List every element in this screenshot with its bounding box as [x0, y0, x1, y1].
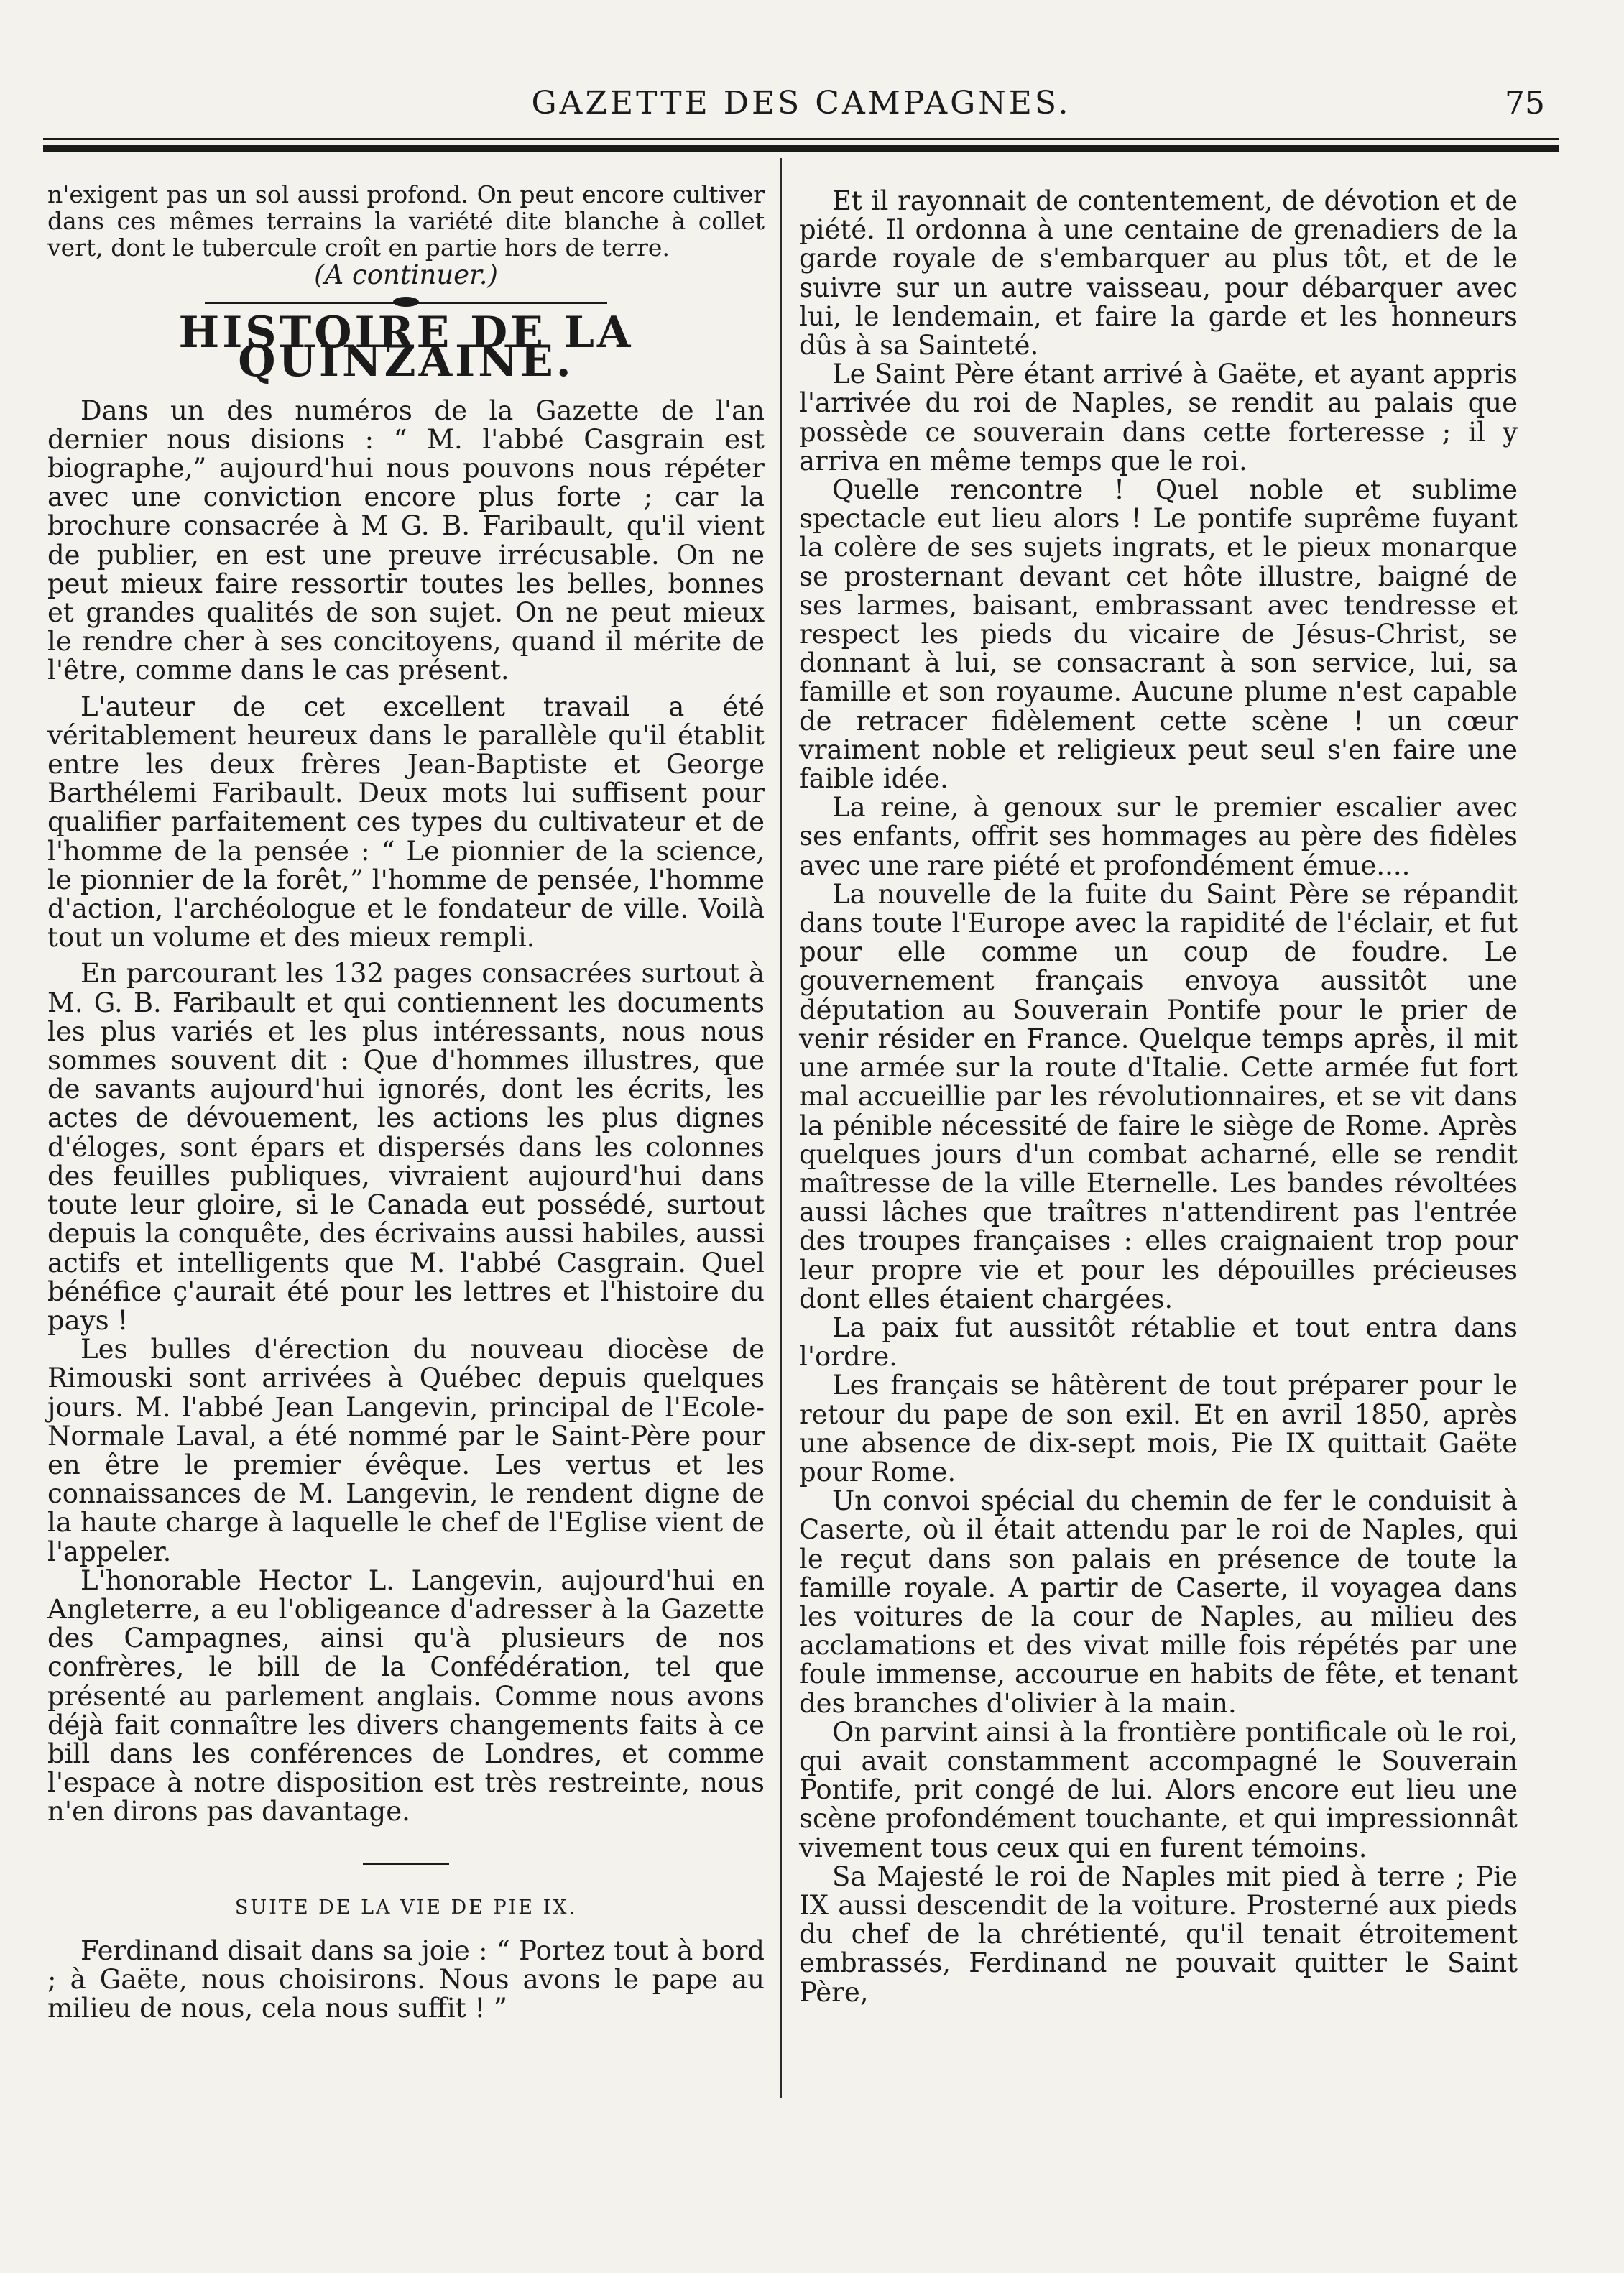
sub-title: SUITE DE LA VIE DE PIE IX. — [234, 1896, 578, 1919]
header-rule-thin — [43, 138, 1559, 140]
left-column — [47, 180, 765, 2024]
article-paragraph: L'honorable Hector L. Langevin, aujourd'hui en Angleterre, a eu l'obligeance d'adresser à la Gazette des Campagnes, ainsi qu'à plusieurs de nos confrères, le bill de la Confédération, tel que présenté au parlement anglais. Comme nous avons déjà fait connaître les divers changements faits à ce bill dans les conférences de Londres, et comme l'espace à notre disposition est très restreinte, nous n'en dirons pas davantage. — [47, 1564, 765, 1827]
article-paragraph: Dans un des numéros de la Gazette de l'an dernier nous disions : “ M. l'abbé Casgrain est biographe,” aujourd'hui nous pouvons nous répéter avec une conviction encore plus forte ; car la brochure consacrée à M G. B. Faribault, qu'il vient de publier, en est une preuve irrécusable. On ne peut mieux faire ressortir toutes les belles, bonnes et grandes qualités de son sujet. On ne peut mieux le rendre cher à ses concitoyens, quand il mérite de l'être, comme dans le cas présent. — [47, 395, 765, 686]
running-title: GAZETTE DES CAMPAGNES. — [531, 85, 1071, 121]
lead-paragraph: n'exigent pas un sol aussi profond. On peut encore cultiver dans ces mêmes terrains la variété dite blanche à collet vert, dont le tubercule croît en partie hors de terre. — [47, 180, 765, 262]
article-paragraph: On parvint ainsi à la frontière pontificale où le roi, qui avait constamment accompagné le Souverain Pontife, prit congé de lui. Alors encore eut lieu une scène profondément touchante, et qui impressionnât vivement tous ceux qui en furent témoins. — [799, 1716, 1518, 1863]
continue-note: (A continuer.) — [314, 259, 498, 290]
page-number: 75 — [1505, 85, 1545, 121]
ornament-divider — [205, 297, 607, 308]
article-paragraph: Les français se hâtèrent de tout préparer pour le retour du pape de son exil. Et en avril 1850, après une absence de dix-sept mois, Pie IX quittait Gaëte pour Rome. — [799, 1370, 1518, 1488]
page-header — [43, 76, 1559, 126]
article-paragraph: Un convoi spécial du chemin de fer le conduisit à Caserte, où il était attendu par le roi de Naples, qui le reçut dans son palais en présence de toute la famille royale. A partir de Caserte, il voyagea dans les voitures de la cour de Naples, au milieu des acclamations et des vivat mille fois répétés par une foule immense, accourue en habits de fête, et tenant des branches d'olivier à la main. — [799, 1485, 1518, 1719]
right-column — [799, 187, 1518, 2007]
short-divider — [363, 1863, 449, 1865]
header-rule-thick — [43, 145, 1559, 152]
article-paragraph: Le Saint Père étant arrivé à Gaëte, et ayant appris l'arrivée du roi de Naples, se rendit au palais que possède ce souverain dans cette forteresse ; il y arriva en même temps que le roi. — [799, 359, 1518, 476]
article-paragraph: Sa Majesté le roi de Naples mit pied à terre ; Pie IX aussi descendit de la voiture. Prosterné aux pieds du chef de la chrétienté, qu'il tenait étroitement embrassés, Ferdinand ne pouvait quitter le Saint Père, — [799, 1861, 1518, 2008]
article-paragraph: Ferdinand disait dans sa joie : “ Portez tout à bord ; à Gaëte, nous choisirons. Nous avons le pape au milieu de nous, cela nous suffit ! ” — [47, 1935, 765, 2024]
section-title: HISTOIRE DE LA QUINZAINE. — [178, 308, 634, 387]
column-divider — [780, 158, 782, 2098]
article-paragraph: En parcourant les 132 pages consacrées surtout à M. G. B. Faribault et qui contiennent les documents les plus variés et les plus intéressants, nous nous sommes souvent dit : Que d'hommes illustres, que de savants aujourd'hui ignorés, dont les écrits, les actes de dévouement, les actions les plus dignes d'éloges, sont épars et dispersés dans les colonnes des feuilles publiques, vivraient aujourd'hui dans toute leur gloire, si le Canada eut possédé, surtout depuis la conquête, des écrivains aussi habiles, aussi actifs et intelligents que M. l'abbé Casgrain. Quel bénéfice ç'aurait été pour les lettres et l'histoire du pays ! — [47, 958, 765, 1336]
article-paragraph: L'auteur de cet excellent travail a été véritablement heureux dans le parallèle qu'il établit entre les deux frères Jean-Baptiste et George Barthélemi Faribault. Deux mots lui suffisent pour qualifier parfaitement ces types du cultivateur et de l'homme de la pensée : “ Le pionnier de la science, le pionnier de la forêt,” l'homme de pensée, l'homme d'action, l'archéologue et le fondateur de ville. Voilà tout un volume et des mieux rempli. — [47, 691, 765, 954]
article-paragraph: Et il rayonnait de contentement, de dévotion et de piété. Il ordonna à une centaine de grenadiers de la garde royale de s'embarquer au plus tôt, et de le suivre sur un autre vaisseau, pour débarquer avec lui, le lendemain, et faire la garde et les honneurs dûs à sa Sainteté. — [799, 185, 1518, 361]
article-paragraph: La paix fut aussitôt rétablie et tout entra dans l'ordre. — [799, 1311, 1518, 1373]
article-paragraph: Quelle rencontre ! Quel noble et sublime spectacle eut lieu alors ! Le pontife suprême fuyant la colère de ses sujets ingrats, et le pieux monarque se prosternant devant cet hôte illustre, baigné de ses larmes, baisant, embrassant avec tendresse et respect les pieds du vicaire de Jésus-Christ, se donnant à lui, se consacrant à son service, lui, sa famille et son royaume. Aucune plume n'est capable de retracer fidèlement cette scène ! un cœur vraiment noble et religieux peut seul s'en faire une faible idée. — [799, 474, 1518, 795]
article-paragraph: La reine, à genoux sur le premier escalier avec ses enfants, offrit ses hommages au père des fidèles avec une rare piété et profondément émue.... — [799, 792, 1518, 881]
article-paragraph: La nouvelle de la fuite du Saint Père se répandit dans toute l'Europe avec la rapidité de l'éclair, et fut pour elle comme un coup de foudre. Le gouvernement français envoya aussitôt une députation au Souverain Pontife pour le prier de venir résider en France. Quelque temps après, il mit une armée sur la route d'Italie. Cette armée fut fort mal accueillie par les révolutionnaires, et se vit dans la pénible nécessité de faire le siège de Rome. Après quelques jours d'un combat acharné, elle se rendit maîtresse de la ville Eternelle. Les bandes révoltées aussi lâches que traîtres n'attendirent pas l'entrée des troupes françaises : elles craignaient trop pour leur propre vie et pour les dépouilles précieuses dont elles étaient chargées. — [799, 878, 1518, 1314]
article-paragraph: Les bulles d'érection du nouveau diocèse de Rimouski sont arrivées à Québec depuis quelques jours. M. l'abbé Jean Langevin, principal de l'Ecole-Normale Laval, a été nommé par le Saint-Père pour en être le premier évêque. Les vertus et les connaissances de M. Langevin, le rendent digne de la haute charge à laquelle le chef de l'Eglise vient de l'appeler. — [47, 1334, 765, 1567]
